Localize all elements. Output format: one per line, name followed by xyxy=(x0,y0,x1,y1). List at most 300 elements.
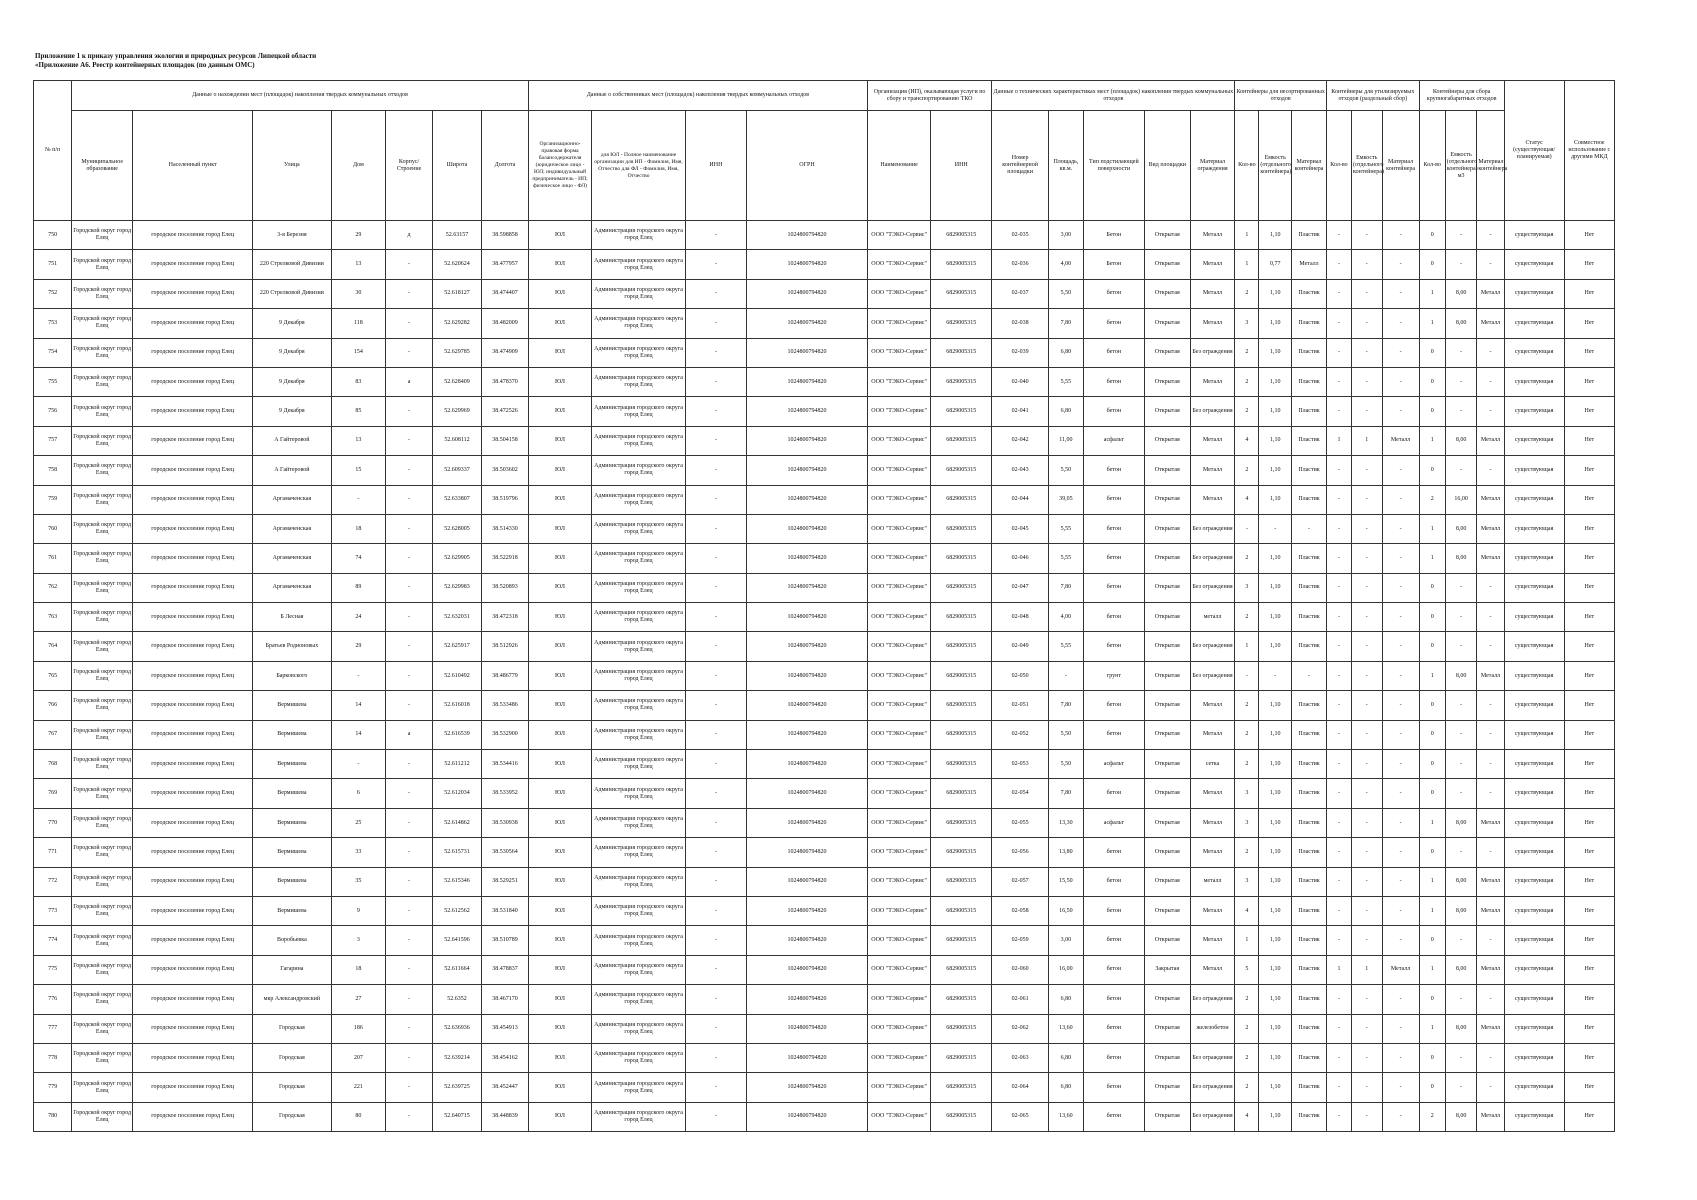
table-cell: 18 xyxy=(331,955,386,984)
table-cell: городское поселение город Елец xyxy=(133,309,253,338)
table-cell: - xyxy=(1352,1073,1383,1102)
table-cell: Администрация городского округа город Елец xyxy=(592,573,686,602)
table-cell: городское поселение город Елец xyxy=(133,867,253,896)
table-cell: 1 xyxy=(1419,955,1445,984)
table-cell: существующая xyxy=(1504,926,1564,955)
table-cell: 6829005315 xyxy=(931,544,992,573)
group-owners: Данные о собственниках мест (площадок) накопления твердых коммунальных отходов xyxy=(528,81,867,111)
table-cell: 8,00 xyxy=(1445,808,1477,837)
table-cell: 29 xyxy=(331,632,386,661)
table-cell: - xyxy=(1352,867,1383,896)
table-cell: Металл xyxy=(1190,221,1235,250)
table-cell: Открытая xyxy=(1144,603,1190,632)
table-cell: Металл xyxy=(1477,514,1504,543)
table-row xyxy=(34,485,1615,514)
table-cell: - xyxy=(685,1102,746,1131)
table-cell: 2 xyxy=(1235,720,1259,749)
table-cell: 52.629983 xyxy=(432,573,481,602)
table-cell: существующая xyxy=(1504,338,1564,367)
table-cell: - xyxy=(1382,1014,1419,1043)
table-cell: 13,60 xyxy=(1048,1014,1083,1043)
table-cell: ООО "ТЭКО-Сервис" xyxy=(867,896,930,925)
column-header: Широта xyxy=(432,111,481,221)
table-cell: существующая xyxy=(1504,779,1564,808)
table-cell: Городской округ город Елец xyxy=(72,221,133,250)
table-cell: Металл xyxy=(1190,367,1235,396)
table-cell: Нет xyxy=(1564,250,1614,279)
table-cell: Городской округ город Елец xyxy=(72,691,133,720)
table-cell: Нет xyxy=(1564,691,1614,720)
table-cell: 2 xyxy=(1235,397,1259,426)
table-cell: 02-035 xyxy=(992,221,1049,250)
table-cell: Открытая xyxy=(1144,456,1190,485)
table-cell: 02-045 xyxy=(992,514,1049,543)
table-cell: бетон xyxy=(1083,279,1144,308)
table-cell: 2 xyxy=(1419,1102,1445,1131)
table-cell: 1,10 xyxy=(1259,279,1292,308)
table-cell: Открытая xyxy=(1144,367,1190,396)
table-cell: существующая xyxy=(1504,838,1564,867)
table-cell: - xyxy=(1445,985,1477,1014)
table-cell: Без ограждения xyxy=(1190,632,1235,661)
table-cell: Вермишева xyxy=(253,838,331,867)
table-cell: Администрация городского округа город Елец xyxy=(592,603,686,632)
table-cell: существующая xyxy=(1504,367,1564,396)
table-cell: - xyxy=(386,896,433,925)
table-cell: 1024800794820 xyxy=(746,1102,867,1131)
table-cell: 1,10 xyxy=(1259,1102,1292,1131)
table-cell: бетон xyxy=(1083,779,1144,808)
table-cell: - xyxy=(386,955,433,984)
table-cell: 8,00 xyxy=(1445,426,1477,455)
table-cell: городское поселение город Елец xyxy=(133,750,253,779)
table-cell: 1 xyxy=(1326,955,1351,984)
table-cell: 1024800794820 xyxy=(746,367,867,396)
table-cell: асфальт xyxy=(1083,808,1144,837)
table-cell: 770 xyxy=(34,808,72,837)
table-cell: Пластик xyxy=(1292,573,1327,602)
table-cell: 52.616018 xyxy=(432,691,481,720)
table-cell: Открытая xyxy=(1144,426,1190,455)
table-cell: ЮЛ xyxy=(528,1043,591,1072)
table-cell: 1024800794820 xyxy=(746,1043,867,1072)
table-cell: 52.620624 xyxy=(432,250,481,279)
table-cell: 52.615346 xyxy=(432,867,481,896)
table-cell: 38.452447 xyxy=(482,1073,529,1102)
table-cell: 52.636936 xyxy=(432,1014,481,1043)
table-cell: Нет xyxy=(1564,573,1614,602)
table-cell: 2 xyxy=(1235,1043,1259,1072)
table-cell: 38.533486 xyxy=(482,691,529,720)
table-cell: Вермишева xyxy=(253,720,331,749)
table-cell: Городской округ город Елец xyxy=(72,309,133,338)
table-cell: 5,55 xyxy=(1048,632,1083,661)
table-cell: 1024800794820 xyxy=(746,250,867,279)
table-cell: 780 xyxy=(34,1102,72,1131)
table-cell: 1024800794820 xyxy=(746,279,867,308)
table-cell: 38.454913 xyxy=(482,1014,529,1043)
table-cell: Открытая xyxy=(1144,838,1190,867)
table-cell: Без ограждения xyxy=(1190,573,1235,602)
table-cell: Металл xyxy=(1190,838,1235,867)
table-cell: Городской округ город Елец xyxy=(72,603,133,632)
table-cell: Аргамаченская xyxy=(253,485,331,514)
table-cell: бетон xyxy=(1083,514,1144,543)
table-cell: 1,10 xyxy=(1259,867,1292,896)
table-cell: - xyxy=(1326,221,1351,250)
table-cell: Б Лесная xyxy=(253,603,331,632)
table-cell: 2 xyxy=(1235,367,1259,396)
table-cell: 02-049 xyxy=(992,632,1049,661)
table-cell: 38.531840 xyxy=(482,896,529,925)
table-cell: Металл xyxy=(1477,896,1504,925)
table-cell: Пластик xyxy=(1292,544,1327,573)
table-cell: 02-050 xyxy=(992,661,1049,690)
table-cell: Металл xyxy=(1477,544,1504,573)
table-cell: Металл xyxy=(1190,309,1235,338)
table-cell: 3 xyxy=(1235,779,1259,808)
table-cell: Металл xyxy=(1292,250,1327,279)
table-row xyxy=(34,867,1615,896)
table-cell: 1,10 xyxy=(1259,426,1292,455)
table-cell: Пластик xyxy=(1292,338,1327,367)
table-cell: существующая xyxy=(1504,867,1564,896)
table-cell: 6829005315 xyxy=(931,1043,992,1072)
table-cell: - xyxy=(386,985,433,1014)
column-header: Емкость (отдельного контейнера) м3 xyxy=(1445,111,1477,221)
table-cell: - xyxy=(386,514,433,543)
table-cell: 52.612034 xyxy=(432,779,481,808)
table-row xyxy=(34,514,1615,543)
table-cell: 8,00 xyxy=(1445,1102,1477,1131)
table-cell: 6829005315 xyxy=(931,926,992,955)
table-cell: 6829005315 xyxy=(931,808,992,837)
table-cell: Администрация городского округа город Елец xyxy=(592,1014,686,1043)
table-cell: 0 xyxy=(1419,250,1445,279)
table-cell: Городской округ город Елец xyxy=(72,514,133,543)
table-cell: Нет xyxy=(1564,309,1614,338)
table-cell: городское поселение город Елец xyxy=(133,1073,253,1102)
table-cell: 2 xyxy=(1235,338,1259,367)
table-cell: 8,00 xyxy=(1445,309,1477,338)
table-cell: 3,00 xyxy=(1048,926,1083,955)
table-cell: Металл xyxy=(1382,955,1419,984)
table-cell: 38.482009 xyxy=(482,309,529,338)
table-cell: Металл xyxy=(1477,661,1504,690)
table-cell: - xyxy=(1326,544,1351,573)
table-cell: - xyxy=(1292,514,1327,543)
table-cell: 27 xyxy=(331,985,386,1014)
table-cell: существующая xyxy=(1504,1043,1564,1072)
table-cell: городское поселение город Елец xyxy=(133,985,253,1014)
table-cell: - xyxy=(1382,1043,1419,1072)
table-cell: 0 xyxy=(1419,720,1445,749)
table-cell: 5 xyxy=(1235,955,1259,984)
column-header: Кол-во xyxy=(1326,111,1351,221)
col-shared: Совместное использование с другими МКД xyxy=(1564,81,1614,221)
table-cell: - xyxy=(1235,514,1259,543)
table-cell: а xyxy=(386,367,433,396)
table-row xyxy=(34,250,1615,279)
table-cell: 29 xyxy=(331,221,386,250)
table-cell: - xyxy=(1477,691,1504,720)
table-cell: 0 xyxy=(1419,926,1445,955)
table-cell: ООО "ТЭКО-Сервис" xyxy=(867,514,930,543)
table-cell: - xyxy=(1352,896,1383,925)
table-cell: 0 xyxy=(1419,632,1445,661)
table-row xyxy=(34,456,1615,485)
table-cell: Нет xyxy=(1564,367,1614,396)
table-cell: 2 xyxy=(1235,691,1259,720)
table-cell: 02-044 xyxy=(992,485,1049,514)
table-cell: - xyxy=(1352,544,1383,573)
col-num: № п/п xyxy=(34,81,72,221)
table-cell: - xyxy=(1326,514,1351,543)
table-cell: бетон xyxy=(1083,603,1144,632)
table-cell: 6,80 xyxy=(1048,397,1083,426)
table-cell: Нет xyxy=(1564,838,1614,867)
table-cell: существующая xyxy=(1504,544,1564,573)
column-header: Тип подстилающей поверхности xyxy=(1083,111,1144,221)
table-cell: 16,00 xyxy=(1445,485,1477,514)
table-cell: - xyxy=(1326,250,1351,279)
table-cell: ООО "ТЭКО-Сервис" xyxy=(867,573,930,602)
column-header: Долгота xyxy=(482,111,529,221)
table-cell: Администрация городского округа город Елец xyxy=(592,544,686,573)
table-cell: - xyxy=(1326,985,1351,1014)
table-cell: - xyxy=(1326,1043,1351,1072)
table-cell: ЮЛ xyxy=(528,544,591,573)
table-cell: - xyxy=(1326,691,1351,720)
table-cell: - xyxy=(386,1014,433,1043)
table-cell: 38.533952 xyxy=(482,779,529,808)
table-cell: - xyxy=(1352,838,1383,867)
table-cell: 1,10 xyxy=(1259,456,1292,485)
table-cell: Городской округ город Елец xyxy=(72,838,133,867)
table-cell: 52.608112 xyxy=(432,426,481,455)
table-cell: - xyxy=(1382,808,1419,837)
table-cell: 7,80 xyxy=(1048,309,1083,338)
table-cell: существующая xyxy=(1504,485,1564,514)
table-cell: 02-059 xyxy=(992,926,1049,955)
table-cell: ООО "ТЭКО-Сервис" xyxy=(867,632,930,661)
table-cell: 85 xyxy=(331,397,386,426)
table-cell: - xyxy=(1445,573,1477,602)
table-cell: - xyxy=(685,750,746,779)
column-subheaders xyxy=(34,111,1615,221)
table-cell: 1024800794820 xyxy=(746,867,867,896)
table-cell: 02-056 xyxy=(992,838,1049,867)
table-cell: Администрация городского округа город Елец xyxy=(592,691,686,720)
table-cell: 6829005315 xyxy=(931,985,992,1014)
table-cell: 6829005315 xyxy=(931,779,992,808)
table-cell: - xyxy=(1326,720,1351,749)
table-cell: 7,80 xyxy=(1048,573,1083,602)
table-cell: 8,00 xyxy=(1445,1014,1477,1043)
table-cell: ООО "ТЭКО-Сервис" xyxy=(867,691,930,720)
table-cell: существующая xyxy=(1504,514,1564,543)
table-cell: 1024800794820 xyxy=(746,1073,867,1102)
table-cell: а xyxy=(386,720,433,749)
table-cell: существующая xyxy=(1504,1073,1564,1102)
table-cell: Нет xyxy=(1564,514,1614,543)
table-cell: 1 xyxy=(1419,309,1445,338)
table-cell: 2 xyxy=(1235,544,1259,573)
table-cell: бетон xyxy=(1083,338,1144,367)
table-cell: 52.615731 xyxy=(432,838,481,867)
table-cell: 767 xyxy=(34,720,72,749)
table-cell: 1 xyxy=(1419,279,1445,308)
table-cell: Открытая xyxy=(1144,544,1190,573)
table-cell: - xyxy=(1326,456,1351,485)
table-cell: бетон xyxy=(1083,632,1144,661)
table-row xyxy=(34,838,1615,867)
table-cell: - xyxy=(685,426,746,455)
table-cell: Металл xyxy=(1477,1014,1504,1043)
table-cell: 6829005315 xyxy=(931,750,992,779)
table-cell: Городская xyxy=(253,1073,331,1102)
table-row xyxy=(34,279,1615,308)
table-cell: Металл xyxy=(1190,691,1235,720)
table-cell: ЮЛ xyxy=(528,309,591,338)
table-cell: 38.529251 xyxy=(482,867,529,896)
table-cell: - xyxy=(386,691,433,720)
table-cell: - xyxy=(1352,221,1383,250)
table-cell: Администрация городского округа город Елец xyxy=(592,750,686,779)
table-cell: Городской округ город Елец xyxy=(72,779,133,808)
table-cell: Открытая xyxy=(1144,632,1190,661)
table-cell: Пластик xyxy=(1292,279,1327,308)
table-cell: 1,10 xyxy=(1259,485,1292,514)
table-cell: 207 xyxy=(331,1043,386,1072)
table-cell: 5,50 xyxy=(1048,750,1083,779)
table-cell: существующая xyxy=(1504,750,1564,779)
table-cell: Администрация городского округа город Елец xyxy=(592,485,686,514)
table-cell: - xyxy=(1477,573,1504,602)
table-cell: - xyxy=(1445,397,1477,426)
table-row xyxy=(34,1102,1615,1131)
table-cell: бетон xyxy=(1083,367,1144,396)
table-cell: ООО "ТЭКО-Сервис" xyxy=(867,985,930,1014)
table-cell: 02-055 xyxy=(992,808,1049,837)
table-cell: 52.629905 xyxy=(432,544,481,573)
table-cell: - xyxy=(1477,221,1504,250)
table-cell: - xyxy=(1477,603,1504,632)
table-cell: - xyxy=(1352,250,1383,279)
table-cell: 1024800794820 xyxy=(746,838,867,867)
table-cell: - xyxy=(1477,456,1504,485)
table-cell: ЮЛ xyxy=(528,279,591,308)
table-cell: ЮЛ xyxy=(528,1102,591,1131)
table-cell: Пластик xyxy=(1292,426,1327,455)
table-cell: Без ограждения xyxy=(1190,1102,1235,1131)
table-cell: 6829005315 xyxy=(931,867,992,896)
table-cell: существующая xyxy=(1504,603,1564,632)
table-cell: - xyxy=(1445,221,1477,250)
table-cell: Нет xyxy=(1564,397,1614,426)
table-cell: Открытая xyxy=(1144,867,1190,896)
table-cell: 1024800794820 xyxy=(746,926,867,955)
table-cell: - xyxy=(685,1043,746,1072)
table-cell: - xyxy=(1352,632,1383,661)
table-cell: ЮЛ xyxy=(528,691,591,720)
table-cell: городское поселение город Елец xyxy=(133,632,253,661)
table-cell: Открытая xyxy=(1144,1014,1190,1043)
table-cell: 1,10 xyxy=(1259,955,1292,984)
table-cell: 13,30 xyxy=(1048,808,1083,837)
table-cell: 154 xyxy=(331,338,386,367)
table-cell: 3 xyxy=(1235,309,1259,338)
table-cell: ООО "ТЭКО-Сервис" xyxy=(867,838,930,867)
table-cell: ЮЛ xyxy=(528,955,591,984)
table-cell: Нет xyxy=(1564,338,1614,367)
table-cell: - xyxy=(1352,338,1383,367)
table-cell: 1,10 xyxy=(1259,573,1292,602)
table-cell: - xyxy=(1352,309,1383,338)
table-cell: 38.474909 xyxy=(482,338,529,367)
col-status: Статус (существующая/ планируемая) xyxy=(1504,81,1564,221)
table-cell: - xyxy=(1477,250,1504,279)
table-cell: 0 xyxy=(1419,779,1445,808)
table-cell: 6829005315 xyxy=(931,279,992,308)
table-cell: 1,10 xyxy=(1259,838,1292,867)
table-cell: Пластик xyxy=(1292,1043,1327,1072)
column-header: Емкость (отдельного контейнера) xyxy=(1352,111,1383,221)
group-org: Организация (ИП), оказывающая услуги по сбору и транспортированию ТКО xyxy=(867,81,991,111)
table-cell: - xyxy=(386,838,433,867)
table-cell: - xyxy=(1352,720,1383,749)
table-cell: Городской округ город Елец xyxy=(72,955,133,984)
table-cell: 52.641596 xyxy=(432,926,481,955)
table-cell: - xyxy=(386,661,433,690)
table-cell: существующая xyxy=(1504,661,1564,690)
table-cell: 1024800794820 xyxy=(746,573,867,602)
table-cell: городское поселение город Елец xyxy=(133,221,253,250)
table-cell: ЮЛ xyxy=(528,573,591,602)
table-cell: - xyxy=(1352,485,1383,514)
table-cell: 38.454162 xyxy=(482,1043,529,1072)
table-cell: 14 xyxy=(331,691,386,720)
table-cell: городское поселение город Елец xyxy=(133,573,253,602)
table-cell: - xyxy=(1382,838,1419,867)
table-cell: Городской округ город Елец xyxy=(72,985,133,1014)
table-cell: 02-046 xyxy=(992,544,1049,573)
table-cell: 3 xyxy=(1235,573,1259,602)
table-row xyxy=(34,779,1615,808)
table-cell: Бетон xyxy=(1083,250,1144,279)
table-cell: Администрация городского округа город Елец xyxy=(592,309,686,338)
table-cell: Нет xyxy=(1564,955,1614,984)
table-cell: 2 xyxy=(1419,485,1445,514)
table-cell: - xyxy=(386,573,433,602)
table-cell: 24 xyxy=(331,603,386,632)
table-cell: 4,00 xyxy=(1048,250,1083,279)
table-cell: Пластик xyxy=(1292,985,1327,1014)
table-cell: Администрация городского округа город Елец xyxy=(592,1102,686,1131)
table-cell: бетон xyxy=(1083,1043,1144,1072)
table-cell: 771 xyxy=(34,838,72,867)
table-cell: - xyxy=(386,1073,433,1102)
table-cell: 186 xyxy=(331,1014,386,1043)
table-cell: - xyxy=(1382,1073,1419,1102)
table-cell: 8,00 xyxy=(1445,955,1477,984)
table-cell: Пластик xyxy=(1292,896,1327,925)
table-cell: - xyxy=(1382,1102,1419,1131)
table-cell: Городской округ город Елец xyxy=(72,661,133,690)
table-cell: 1,10 xyxy=(1259,985,1292,1014)
table-cell: 02-062 xyxy=(992,1014,1049,1043)
table-cell: 1024800794820 xyxy=(746,632,867,661)
